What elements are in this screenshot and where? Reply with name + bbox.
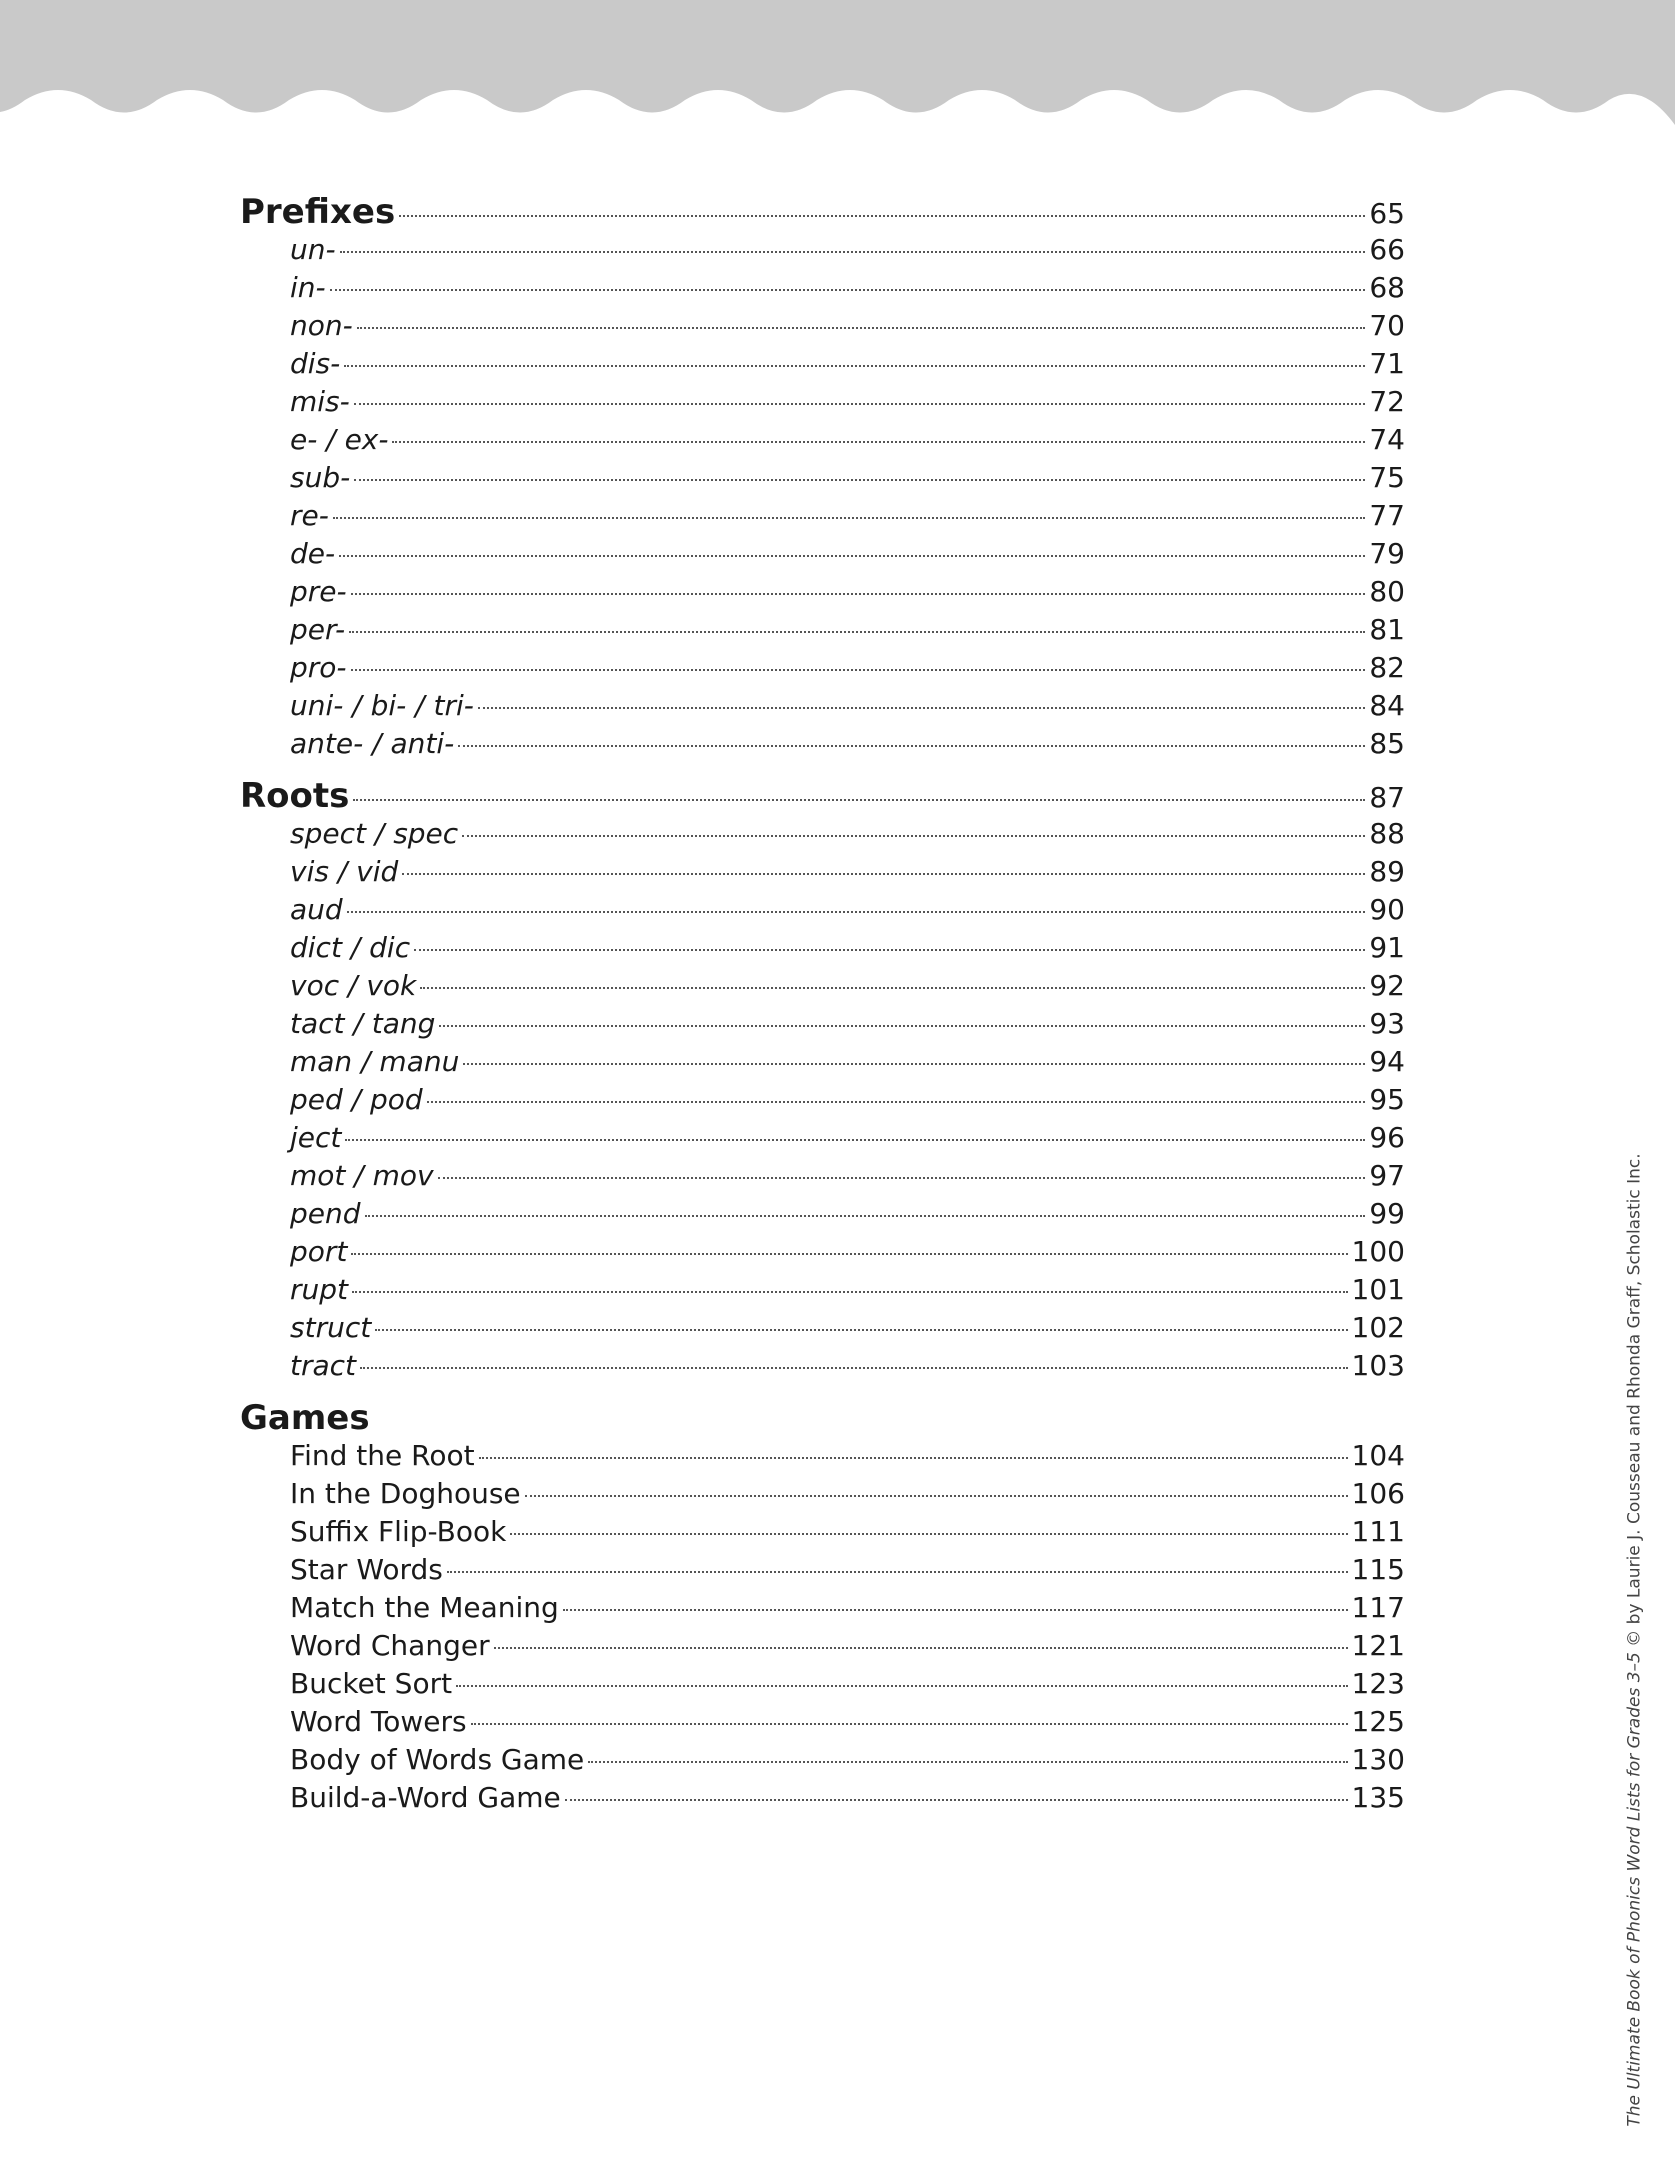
entry-label: non- bbox=[290, 309, 353, 342]
entry-label: mis- bbox=[290, 385, 350, 418]
toc-entry[interactable] bbox=[240, 1627, 1405, 1665]
section-page-number: 87 bbox=[1369, 781, 1405, 814]
toc-entry[interactable] bbox=[240, 1081, 1405, 1119]
dot-leader bbox=[565, 1799, 1348, 1801]
entry-label: dict / dic bbox=[290, 931, 411, 964]
toc-entry[interactable] bbox=[240, 725, 1405, 763]
dot-leader bbox=[402, 873, 1365, 875]
entry-page-number: 99 bbox=[1369, 1197, 1405, 1230]
dot-leader bbox=[427, 1101, 1366, 1103]
dot-leader bbox=[330, 289, 1366, 291]
toc-entry[interactable] bbox=[240, 891, 1405, 929]
dot-leader bbox=[525, 1495, 1348, 1497]
dot-leader bbox=[588, 1761, 1347, 1763]
entry-label: Star Words bbox=[290, 1553, 443, 1586]
entry-page-number: 135 bbox=[1351, 1781, 1405, 1814]
toc-entry[interactable] bbox=[240, 687, 1405, 725]
entry-label: de- bbox=[290, 537, 336, 570]
entry-label: struct bbox=[290, 1311, 372, 1344]
entry-page-number: 94 bbox=[1369, 1045, 1405, 1078]
entry-page-number: 100 bbox=[1351, 1235, 1405, 1268]
toc-entry[interactable] bbox=[240, 815, 1405, 853]
toc-entry[interactable] bbox=[240, 649, 1405, 687]
entry-page-number: 93 bbox=[1369, 1007, 1405, 1040]
dot-leader bbox=[340, 251, 1366, 253]
section-heading[interactable] bbox=[240, 1399, 1405, 1437]
dot-leader bbox=[333, 517, 1366, 519]
entry-page-number: 106 bbox=[1351, 1477, 1405, 1510]
dot-leader bbox=[563, 1609, 1348, 1611]
dot-leader bbox=[462, 835, 1365, 837]
entry-label: voc / vok bbox=[290, 969, 417, 1002]
toc-entry[interactable] bbox=[240, 611, 1405, 649]
toc-entry[interactable] bbox=[240, 1233, 1405, 1271]
toc-entry[interactable] bbox=[240, 307, 1405, 345]
toc-entry[interactable] bbox=[240, 1195, 1405, 1233]
entry-page-number: 91 bbox=[1369, 931, 1405, 964]
toc-entry[interactable] bbox=[240, 345, 1405, 383]
dot-leader bbox=[447, 1571, 1348, 1573]
entry-label: ante- / anti- bbox=[290, 727, 455, 760]
entry-page-number: 68 bbox=[1369, 271, 1405, 304]
entry-label: Suffix Flip-Book bbox=[290, 1515, 507, 1548]
toc-entry[interactable] bbox=[240, 1437, 1405, 1475]
entry-page-number: 77 bbox=[1369, 499, 1405, 532]
dot-leader bbox=[414, 949, 1365, 951]
entry-page-number: 70 bbox=[1369, 309, 1405, 342]
dot-leader bbox=[349, 631, 1365, 633]
section-title: Games bbox=[240, 1398, 370, 1438]
toc-entry[interactable] bbox=[240, 1779, 1405, 1817]
entry-label: uni- / bi- / tri- bbox=[290, 689, 474, 722]
toc-entry[interactable] bbox=[240, 853, 1405, 891]
toc-entry[interactable] bbox=[240, 1703, 1405, 1741]
dot-leader bbox=[347, 911, 1366, 913]
toc-entry[interactable] bbox=[240, 1589, 1405, 1627]
entry-page-number: 97 bbox=[1369, 1159, 1405, 1192]
entry-label: rupt bbox=[290, 1273, 349, 1306]
dot-leader bbox=[351, 669, 1366, 671]
entry-label: Body of Words Game bbox=[290, 1743, 585, 1776]
toc-section-prefixes bbox=[240, 193, 1405, 763]
toc-entry[interactable] bbox=[240, 1741, 1405, 1779]
entry-page-number: 66 bbox=[1369, 233, 1405, 266]
toc-entry[interactable] bbox=[240, 1309, 1405, 1347]
entry-page-number: 85 bbox=[1369, 727, 1405, 760]
dot-leader bbox=[479, 1457, 1348, 1459]
toc-entry[interactable] bbox=[240, 497, 1405, 535]
toc-entry[interactable] bbox=[240, 1475, 1405, 1513]
entry-label: Word Towers bbox=[290, 1705, 467, 1738]
toc-section-games bbox=[240, 1399, 1405, 1817]
dot-leader bbox=[351, 593, 1366, 595]
entry-label: Word Changer bbox=[290, 1629, 490, 1662]
entry-page-number: 88 bbox=[1369, 817, 1405, 850]
copyright-credit bbox=[1620, 1153, 1650, 2127]
entry-page-number: 130 bbox=[1351, 1743, 1405, 1776]
entry-label: Match the Meaning bbox=[290, 1591, 559, 1624]
toc-entry[interactable] bbox=[240, 269, 1405, 307]
entry-page-number: 71 bbox=[1369, 347, 1405, 380]
section-page-number: 65 bbox=[1369, 197, 1405, 230]
dot-leader bbox=[360, 1367, 1348, 1369]
entry-label: man / manu bbox=[290, 1045, 460, 1078]
entry-page-number: 111 bbox=[1351, 1515, 1405, 1548]
toc-entry[interactable] bbox=[240, 1513, 1405, 1551]
entry-page-number: 115 bbox=[1351, 1553, 1405, 1586]
toc-entry[interactable] bbox=[240, 1005, 1405, 1043]
entry-label: ped / pod bbox=[290, 1083, 423, 1116]
dot-leader bbox=[354, 479, 1365, 481]
dot-leader bbox=[471, 1723, 1348, 1725]
dot-leader bbox=[375, 1329, 1347, 1331]
dot-leader bbox=[339, 555, 1365, 557]
entry-page-number: 75 bbox=[1369, 461, 1405, 494]
toc-entry[interactable] bbox=[240, 1347, 1405, 1385]
entry-label: Build-a-Word Game bbox=[290, 1781, 561, 1814]
entry-page-number: 125 bbox=[1351, 1705, 1405, 1738]
entry-page-number: 92 bbox=[1369, 969, 1405, 1002]
entry-page-number: 80 bbox=[1369, 575, 1405, 608]
toc-entry[interactable] bbox=[240, 1551, 1405, 1589]
entry-page-number: 79 bbox=[1369, 537, 1405, 570]
entry-page-number: 84 bbox=[1369, 689, 1405, 722]
section-title: Roots bbox=[240, 776, 350, 816]
entry-label: spect / spec bbox=[290, 817, 459, 850]
entry-page-number: 103 bbox=[1351, 1349, 1405, 1382]
toc-entry[interactable] bbox=[240, 1157, 1405, 1195]
entry-page-number: 72 bbox=[1369, 385, 1405, 418]
dot-leader bbox=[357, 327, 1366, 329]
dot-leader bbox=[344, 365, 1365, 367]
entry-label: In the Doghouse bbox=[290, 1477, 521, 1510]
table-of-contents bbox=[240, 193, 1405, 1831]
entry-page-number: 121 bbox=[1351, 1629, 1405, 1662]
entry-page-number: 104 bbox=[1351, 1439, 1405, 1472]
entry-page-number: 82 bbox=[1369, 651, 1405, 684]
dot-leader bbox=[439, 1025, 1365, 1027]
dot-leader bbox=[463, 1063, 1365, 1065]
section-heading[interactable] bbox=[240, 777, 1405, 815]
entry-label: e- / ex- bbox=[290, 423, 389, 456]
toc-entry[interactable] bbox=[240, 535, 1405, 573]
dot-leader bbox=[510, 1533, 1347, 1535]
scalloped-banner bbox=[0, 0, 1675, 125]
entry-label: dis- bbox=[290, 347, 341, 380]
banner-shape bbox=[0, 0, 1675, 125]
dot-leader bbox=[352, 1291, 1348, 1293]
dot-leader bbox=[438, 1177, 1366, 1179]
section-title: Prefixes bbox=[240, 192, 396, 232]
entry-label: aud bbox=[290, 893, 343, 926]
toc-section-roots bbox=[240, 777, 1405, 1385]
dot-leader bbox=[399, 215, 1365, 217]
dot-leader bbox=[494, 1647, 1348, 1649]
dot-leader bbox=[354, 403, 1366, 405]
dot-leader bbox=[351, 1253, 1347, 1255]
entry-label: pro- bbox=[290, 651, 347, 684]
entry-page-number: 96 bbox=[1369, 1121, 1405, 1154]
credit-book-title: The Ultimate Book of Phonics Word Lists for Grades 3–5 bbox=[1625, 1652, 1646, 2127]
entry-label: ject bbox=[290, 1121, 342, 1154]
entry-label: pre- bbox=[290, 575, 347, 608]
dot-leader bbox=[353, 799, 1365, 801]
entry-label: Find the Root bbox=[290, 1439, 475, 1472]
dot-leader bbox=[392, 441, 1365, 443]
toc-entry[interactable] bbox=[240, 383, 1405, 421]
entry-label: in- bbox=[290, 271, 326, 304]
entry-label: port bbox=[290, 1235, 348, 1268]
dot-leader bbox=[456, 1685, 1347, 1687]
entry-label: sub- bbox=[290, 461, 351, 494]
entry-label: un- bbox=[290, 233, 336, 266]
toc-entry[interactable] bbox=[240, 1043, 1405, 1081]
credit-copyright: © by Laurie J. Cousseau and Rhonda Graff, Scholastic Inc. bbox=[1625, 1153, 1646, 1653]
toc-entry[interactable] bbox=[240, 1271, 1405, 1309]
entry-label: per- bbox=[290, 613, 346, 646]
dot-leader bbox=[365, 1215, 1366, 1217]
entry-label: tract bbox=[290, 1349, 357, 1382]
entry-label: re- bbox=[290, 499, 329, 532]
entry-page-number: 89 bbox=[1369, 855, 1405, 888]
entry-page-number: 74 bbox=[1369, 423, 1405, 456]
entry-page-number: 101 bbox=[1351, 1273, 1405, 1306]
dot-leader bbox=[478, 707, 1365, 709]
toc-entry[interactable] bbox=[240, 573, 1405, 611]
dot-leader bbox=[458, 745, 1365, 747]
toc-entry[interactable] bbox=[240, 421, 1405, 459]
toc-entry[interactable] bbox=[240, 231, 1405, 269]
entry-label: Bucket Sort bbox=[290, 1667, 453, 1700]
toc-entry[interactable] bbox=[240, 929, 1405, 967]
dot-leader bbox=[420, 987, 1365, 989]
entry-label: pend bbox=[290, 1197, 361, 1230]
section-heading[interactable] bbox=[240, 193, 1405, 231]
entry-label: tact / tang bbox=[290, 1007, 436, 1040]
entry-label: vis / vid bbox=[290, 855, 399, 888]
entry-page-number: 102 bbox=[1351, 1311, 1405, 1344]
toc-entry[interactable] bbox=[240, 1119, 1405, 1157]
entry-page-number: 123 bbox=[1351, 1667, 1405, 1700]
entry-page-number: 90 bbox=[1369, 893, 1405, 926]
dot-leader bbox=[345, 1139, 1365, 1141]
toc-entry[interactable] bbox=[240, 1665, 1405, 1703]
entry-page-number: 81 bbox=[1369, 613, 1405, 646]
toc-entry[interactable] bbox=[240, 967, 1405, 1005]
entry-page-number: 117 bbox=[1351, 1591, 1405, 1624]
entry-label: mot / mov bbox=[290, 1159, 434, 1192]
entry-page-number: 95 bbox=[1369, 1083, 1405, 1116]
toc-entry[interactable] bbox=[240, 459, 1405, 497]
